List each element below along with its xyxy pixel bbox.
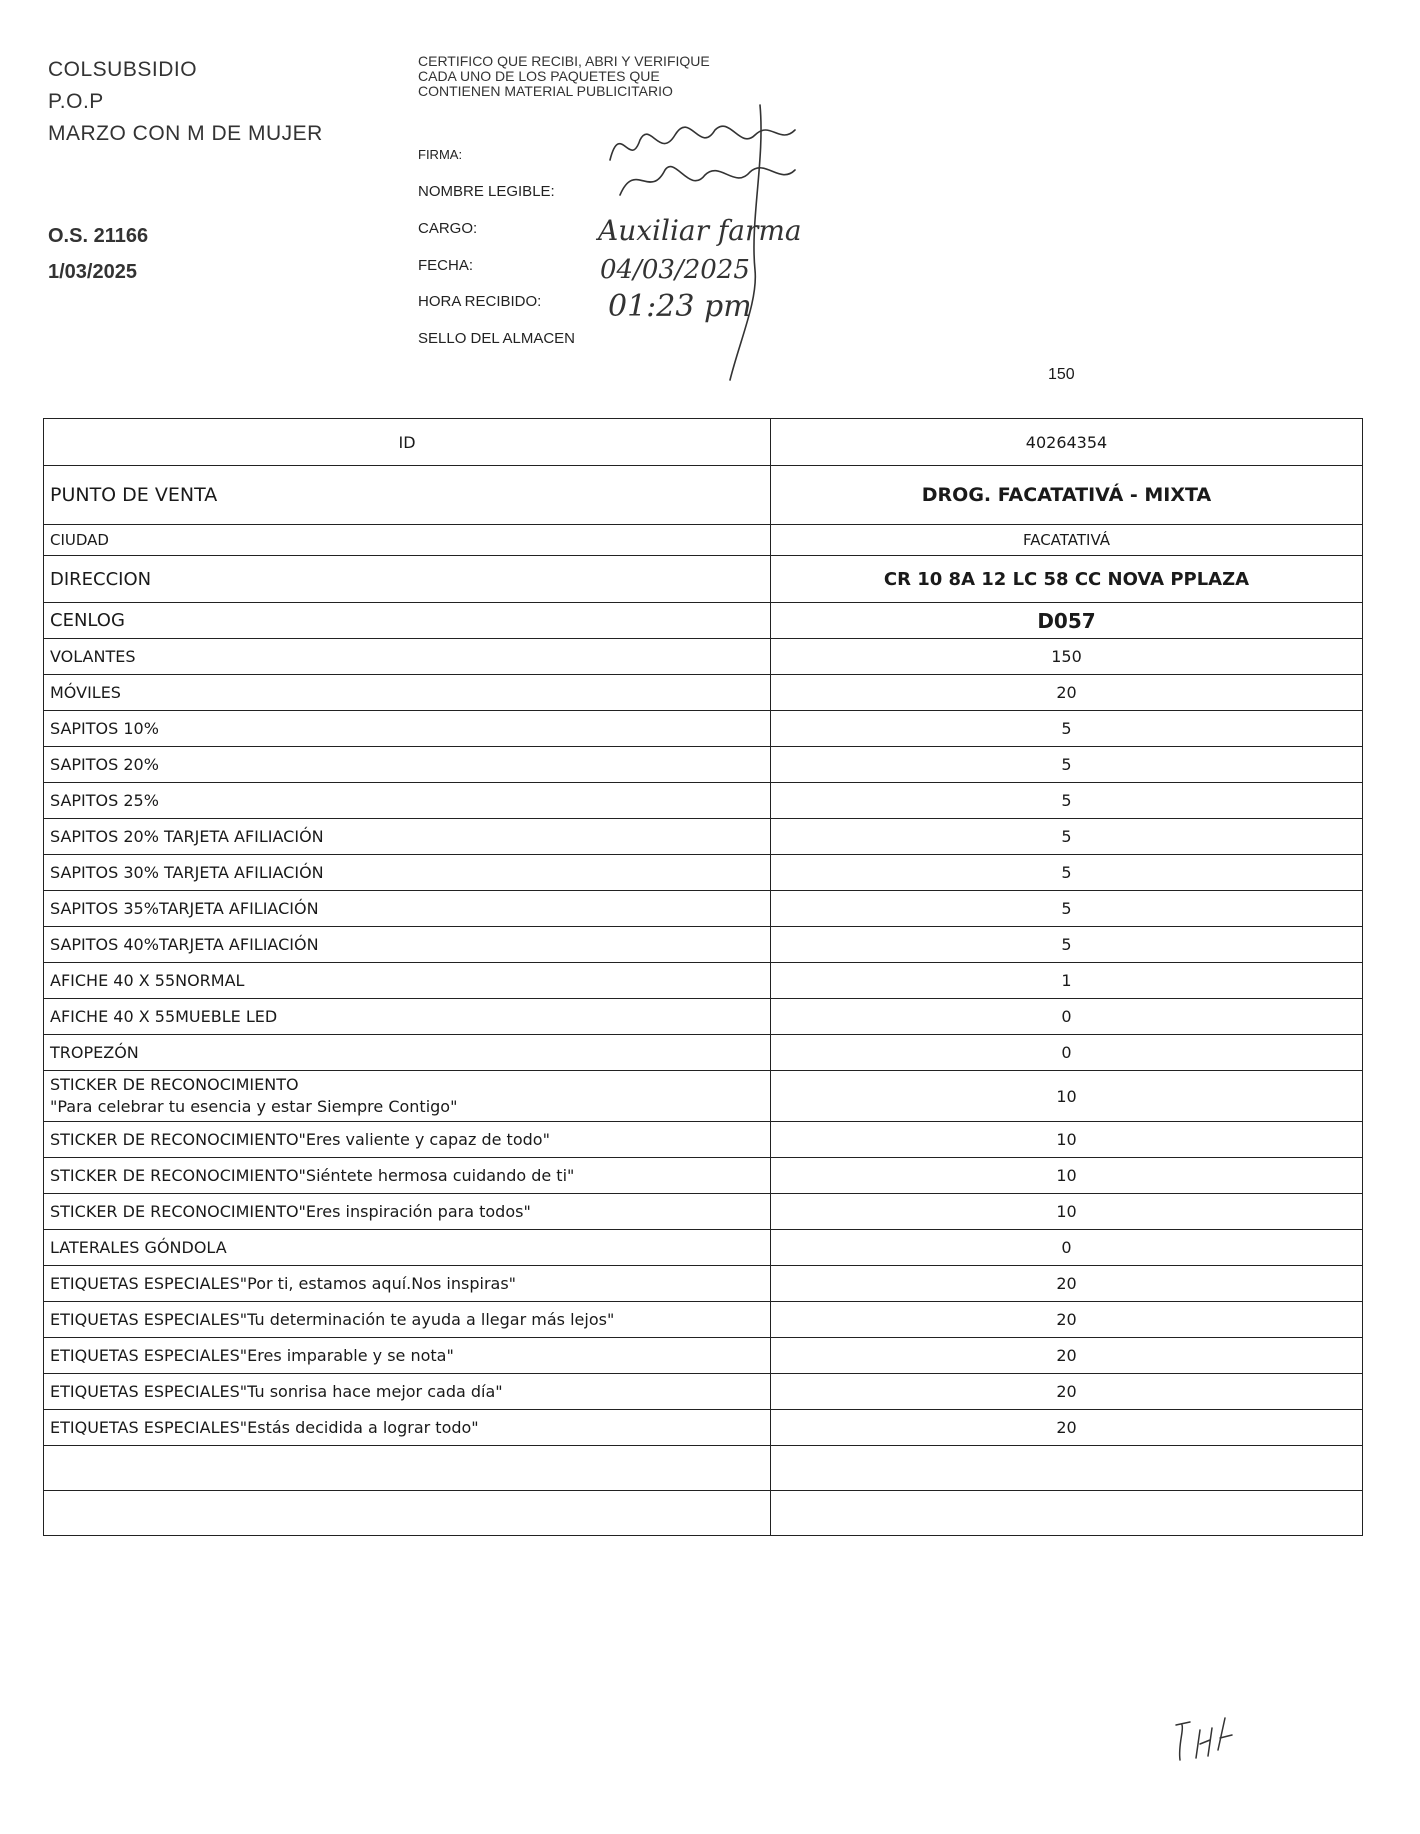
item-quantity: 5: [771, 927, 1363, 963]
cenlog-label: CENLOG: [44, 603, 771, 639]
table-row: [44, 1230, 1363, 1266]
item-quantity: 0: [771, 1230, 1363, 1266]
row-direccion: [44, 556, 1363, 603]
handwritten-cargo: Auxiliar farma: [598, 214, 802, 247]
ciudad-value: FACATATIVÁ: [771, 525, 1363, 556]
item-quantity: 10: [771, 1158, 1363, 1194]
row-punto-venta: [44, 466, 1363, 525]
item-quantity: 20: [771, 1410, 1363, 1446]
order-number: O.S. 21166: [48, 225, 149, 247]
direccion-label: DIRECCION: [44, 556, 771, 603]
row-cenlog: [44, 603, 1363, 639]
item-label: SAPITOS 25%: [44, 783, 771, 819]
item-label: ETIQUETAS ESPECIALES"Tu sonrisa hace mejor cada día": [44, 1374, 771, 1410]
item-quantity: 5: [771, 711, 1363, 747]
header-line2: P.O.P: [48, 90, 104, 113]
row-sticker-multi: [44, 1071, 1363, 1122]
item-label: ETIQUETAS ESPECIALES"Eres imparable y se nota": [44, 1338, 771, 1374]
cenlog-value: D057: [771, 603, 1363, 639]
table-row: [44, 963, 1363, 999]
table-row: [44, 639, 1363, 675]
id-label: ID: [44, 419, 771, 466]
table-row: [44, 1158, 1363, 1194]
item-label: SAPITOS 20% TARJETA AFILIACIÓN: [44, 819, 771, 855]
sticker-multi-label: [44, 1071, 771, 1122]
table-row: [44, 1194, 1363, 1230]
item-label: LATERALES GÓNDOLA: [44, 1230, 771, 1266]
field-hora: HORA RECIBIDO:: [418, 293, 542, 310]
field-sello: SELLO DEL ALMACEN: [418, 330, 576, 347]
item-quantity: 20: [771, 1266, 1363, 1302]
item-label: ETIQUETAS ESPECIALES"Estás decidida a lograr todo": [44, 1410, 771, 1446]
handwritten-signature: [580, 100, 900, 400]
item-label: MÓVILES: [44, 675, 771, 711]
table-row: [44, 711, 1363, 747]
order-block: [48, 218, 148, 290]
item-quantity: 20: [771, 675, 1363, 711]
handwritten-fecha: 04/03/2025: [600, 255, 750, 285]
row-blank-1: [44, 1446, 1363, 1491]
item-quantity: 0: [771, 999, 1363, 1035]
item-label: SAPITOS 40%TARJETA AFILIACIÓN: [44, 927, 771, 963]
blank-cell: [771, 1491, 1363, 1536]
item-label: AFICHE 40 X 55NORMAL: [44, 963, 771, 999]
blank-cell: [44, 1446, 771, 1491]
item-quantity: 5: [771, 747, 1363, 783]
item-label: AFICHE 40 X 55MUEBLE LED: [44, 999, 771, 1035]
page-number: 150: [1048, 366, 1075, 383]
table-row: [44, 927, 1363, 963]
item-label: ETIQUETAS ESPECIALES"Por ti, estamos aquí.Nos inspiras": [44, 1266, 771, 1302]
item-quantity: 5: [771, 855, 1363, 891]
table-row: [44, 1266, 1363, 1302]
sticker-multi-line1: STICKER DE RECONOCIMIENTO: [50, 1075, 299, 1094]
item-label: ETIQUETAS ESPECIALES"Tu determinación te ayuda a llegar más lejos": [44, 1302, 771, 1338]
table-row: [44, 855, 1363, 891]
blank-cell: [44, 1491, 771, 1536]
company-name: COLSUBSIDIO: [48, 58, 198, 81]
certificate-text: CERTIFICO QUE RECIBI, ABRI Y VERIFIQUE CADA UNO DE LOS PAQUETES QUE CONTIENEN MATERIAL PUBLICITARIO: [418, 53, 710, 99]
field-firma: FIRMA:: [418, 147, 463, 162]
table-row: [44, 1410, 1363, 1446]
id-value: 40264354: [771, 419, 1363, 466]
campaign-name: MARZO CON M DE MUJER: [48, 122, 323, 145]
table-row: [44, 675, 1363, 711]
order-date: 1/03/2025: [48, 261, 137, 283]
ciudad-label: CIUDAD: [44, 525, 771, 556]
table-row: [44, 783, 1363, 819]
punto-value: DROG. FACATATIVÁ - MIXTA: [771, 466, 1363, 525]
row-ciudad: [44, 525, 1363, 556]
item-quantity: 10: [771, 1122, 1363, 1158]
blank-cell: [771, 1446, 1363, 1491]
item-label: VOLANTES: [44, 639, 771, 675]
item-quantity: 1: [771, 963, 1363, 999]
table-row: [44, 819, 1363, 855]
item-label: STICKER DE RECONOCIMIENTO"Eres valiente y capaz de todo": [44, 1122, 771, 1158]
item-quantity: 10: [771, 1194, 1363, 1230]
item-quantity: 20: [771, 1302, 1363, 1338]
item-quantity: 5: [771, 891, 1363, 927]
item-rows-2: [44, 1122, 1363, 1446]
item-quantity: 150: [771, 639, 1363, 675]
item-label: STICKER DE RECONOCIMIENTO"Siéntete hermosa cuidando de ti": [44, 1158, 771, 1194]
item-quantity: 5: [771, 783, 1363, 819]
table-row: [44, 891, 1363, 927]
handwritten-hora: 01:23 pm: [608, 289, 752, 324]
table-row: [44, 1338, 1363, 1374]
table-row: [44, 1035, 1363, 1071]
field-nombre: NOMBRE LEGIBLE:: [418, 183, 555, 200]
punto-label: PUNTO DE VENTA: [44, 466, 771, 525]
field-fecha: FECHA:: [418, 257, 474, 274]
item-quantity: 20: [771, 1338, 1363, 1374]
item-label: TROPEZÓN: [44, 1035, 771, 1071]
table-row: [44, 1122, 1363, 1158]
item-label: SAPITOS 10%: [44, 711, 771, 747]
direccion-value: CR 10 8A 12 LC 58 CC NOVA PPLAZA: [771, 556, 1363, 603]
table-row: [44, 747, 1363, 783]
table-row: [44, 1374, 1363, 1410]
item-label: SAPITOS 20%: [44, 747, 771, 783]
row-blank-2: [44, 1491, 1363, 1536]
item-label: STICKER DE RECONOCIMIENTO"Eres inspiración para todos": [44, 1194, 771, 1230]
sticker-multi-line2: "Para celebrar tu esencia y estar Siempre Contigo": [50, 1097, 458, 1116]
item-quantity: 0: [771, 1035, 1363, 1071]
item-quantity: 20: [771, 1374, 1363, 1410]
field-cargo: CARGO:: [418, 220, 478, 237]
row-id: [44, 419, 1363, 466]
item-rows: [44, 639, 1363, 1071]
header-left: [48, 54, 323, 150]
table-row: [44, 1302, 1363, 1338]
sticker-multi-value: 10: [771, 1071, 1363, 1122]
table-row: [44, 999, 1363, 1035]
item-label: SAPITOS 30% TARJETA AFILIACIÓN: [44, 855, 771, 891]
item-label: SAPITOS 35%TARJETA AFILIACIÓN: [44, 891, 771, 927]
handwritten-initials: [1170, 1710, 1240, 1770]
inventory-table: [43, 418, 1363, 1536]
item-quantity: 5: [771, 819, 1363, 855]
